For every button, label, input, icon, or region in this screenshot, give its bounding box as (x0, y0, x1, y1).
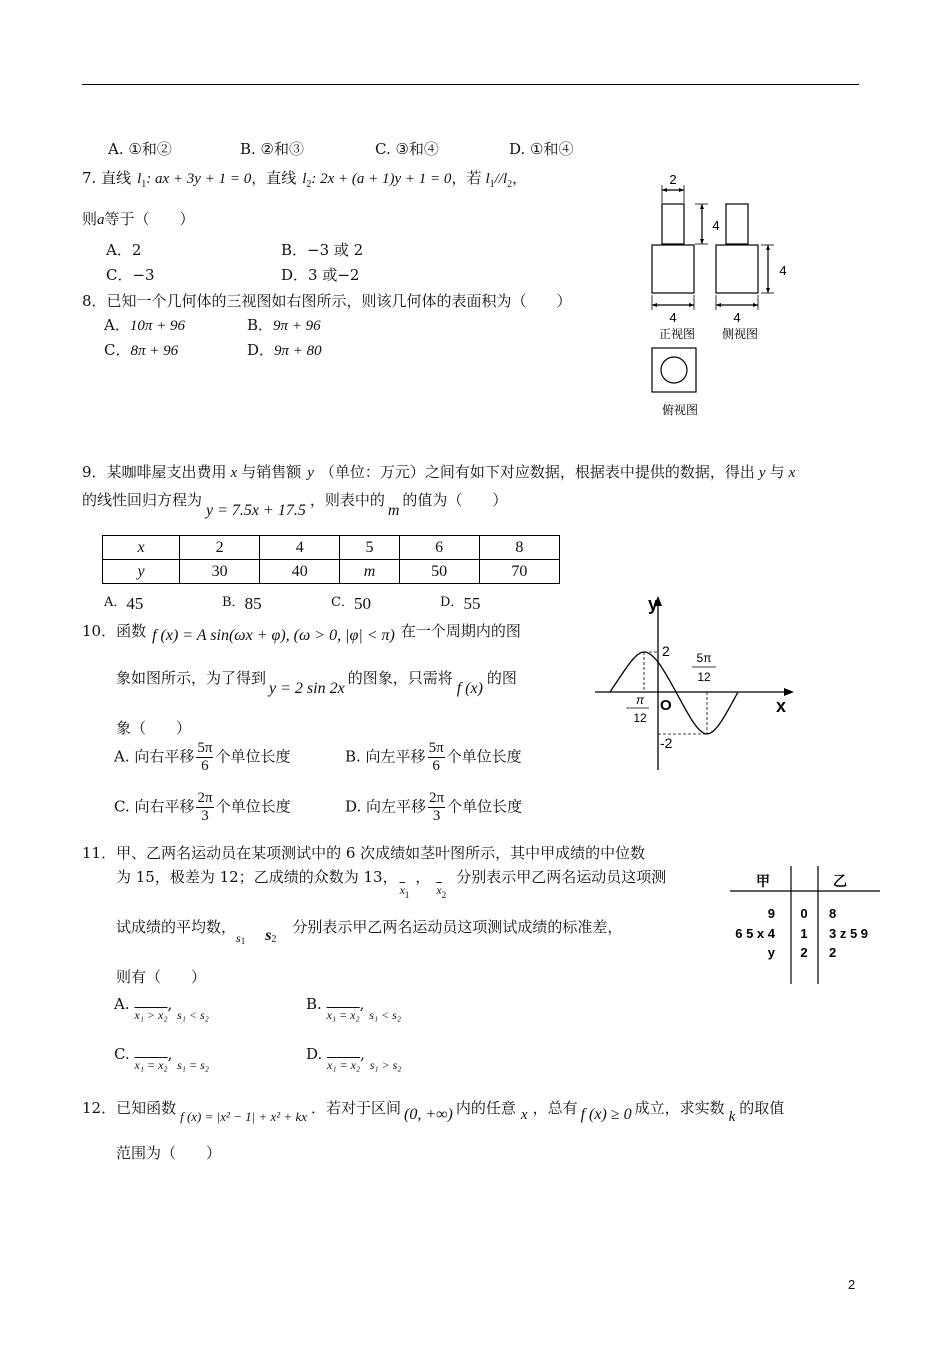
side-view-upper (726, 204, 748, 244)
table-cell: 6 (399, 536, 479, 560)
dim-height-side: 4 (779, 263, 787, 278)
top-view-label: 俯视图 (661, 403, 699, 417)
q8-option-b: B．9π + 96 (247, 316, 321, 334)
page-number: 2 (848, 1277, 856, 1292)
q7-option-d: D．3 或−2 (281, 266, 360, 284)
tick2-den: 12 (697, 670, 711, 684)
stem-row-left: 9 (767, 906, 775, 921)
q11-option-a: A. $_{x_1 > x_2}$, $_{s_1 < s_2}$ (114, 995, 209, 1022)
sine-curve (610, 652, 738, 734)
table-row (103, 560, 560, 584)
q9-line1: 9．某咖啡屋支出费用 x 与销售额 y （单位：万元）之间有如下对应数据，根据表中提供的数据，得出 y 与 x (82, 463, 796, 481)
dim-base-side: 4 (733, 310, 741, 325)
table-cell: 2 (180, 536, 260, 560)
stem-row-left: y (767, 945, 775, 960)
q11-line4: 则有（ ） (116, 968, 207, 986)
q11-line3: 试成绩的平均数，$_{s1}$ $s_2$分别表示甲乙两名运动员这项测试成绩的标准差， (116, 918, 623, 946)
stem-head-left: 甲 (756, 873, 770, 889)
q7-option-b: B．−3 或 2 (281, 241, 364, 259)
stem-leaf-plot (725, 866, 885, 986)
table-row (103, 536, 560, 560)
q7-line1: 7. 直线 $l_1$: ax + 3y + 1 = 0，直线 $l_2$: 2x + (a + 1)y + 1 = 0，若 $l_1//l_2$， (82, 169, 528, 190)
tick1-sign: - (626, 700, 630, 714)
table-cell: 8 (479, 536, 559, 560)
three-view-figure (630, 170, 805, 425)
max-label: 2 (662, 643, 670, 659)
top-view-square (652, 348, 696, 392)
table-cell: 50 (399, 560, 479, 584)
dim-height-top: 4 (712, 218, 720, 233)
tick1-den: 12 (633, 711, 647, 725)
front-view-label: 正视图 (658, 327, 696, 341)
table-cell: 40 (260, 560, 340, 584)
q7-option-a: A．2 (106, 241, 142, 259)
q9-line2: 的线性回归方程为y = 7.5x + 17.5，则表中的m的值为（ ） (82, 491, 508, 519)
q9-option-a: A．45 (104, 594, 144, 613)
x-axis-arrow (784, 688, 794, 696)
q7-option-c: C．−3 (106, 266, 155, 284)
dim-top-width: 2 (669, 172, 677, 187)
q10-option-d: D. 向左平移 $\frac{2\pi}{3}$ 个单位长度 (345, 790, 523, 824)
q6-option-d: D. ①和④ (509, 140, 574, 158)
q11-option-d: D. $_{x_1 = x_2}$, $_{s_1 > s_2}$ (306, 1045, 402, 1072)
min-label: -2 (660, 735, 673, 751)
q11-option-b: B. $_{x_1 = x_2}$, $_{s_1 < s_2}$ (306, 995, 401, 1022)
top-view-circle (661, 357, 687, 383)
table-cell: 5 (340, 536, 399, 560)
stem-row-right: 3 z 5 9 (829, 926, 869, 941)
side-view-label: 侧视图 (721, 327, 759, 341)
q6-option-a: A. ①和② (108, 140, 172, 158)
stem-head-right: 乙 (833, 873, 847, 889)
stem-row-right: 2 (829, 945, 837, 960)
tick1-num: π (635, 693, 645, 707)
y-axis-label: y (648, 594, 659, 614)
q12-line1: 12．已知函数 f (x) = |x² − 1| + x² + kx ．若对于区间 (0, +∞) 内的任意 x ，总有 f (x) ≥ 0 成立，求实数 k 的取值 (82, 1099, 785, 1125)
table-cell: 4 (260, 536, 340, 560)
q7-line2: 则a等于（ ） (82, 210, 195, 228)
q9-data-table (102, 535, 560, 584)
q9-option-b: B．85 (222, 594, 262, 613)
q8-option-c: C．8π + 96 (104, 341, 179, 359)
q12-line2: 范围为（ ） (116, 1144, 222, 1162)
x-axis-label: x (776, 696, 787, 716)
table-cell: m (340, 560, 399, 584)
table-cell: y (103, 560, 180, 584)
q10-line2: 象如图所示，为了得到y = 2 sin 2x的图象，只需将f (x)的图 (116, 669, 517, 697)
q11-line2: 为 15，极差为 12；乙成绩的众数为 13，$_{\overline{x}1}$，$_{\overline{x}2}$分别表示甲乙两名运动员这项测 (116, 868, 667, 900)
header-rule (82, 84, 859, 85)
dim-base-front: 4 (669, 310, 677, 325)
q10-line1: 10．函数 f (x) = A sin(ωx + φ), (ω > 0, |φ| < π) 在一个周期内的图 (82, 622, 521, 644)
q9-option-c: C．50 (331, 594, 371, 613)
table-cell: 30 (180, 560, 260, 584)
q8-text: 8．已知一个几何体的三视图如右图所示，则该几何体的表面积为（ ） (82, 292, 572, 310)
stem-row-right: 8 (829, 906, 837, 921)
stem-row-left: 6 5 x 4 (735, 926, 775, 941)
side-view-lower (716, 245, 758, 293)
q9-option-d: D．55 (440, 594, 481, 613)
q6-option-c: C. ③和④ (375, 140, 439, 158)
table-cell: x (103, 536, 180, 560)
q11-line1: 11．甲、乙两名运动员在某项测试中的 6 次成绩如茎叶图所示，其中甲成绩的中位数 (82, 844, 646, 862)
q8-option-a: A．10π + 96 (104, 316, 185, 334)
q10-line3: 象（ ） (116, 719, 192, 737)
front-view-upper (662, 204, 684, 244)
sine-graph (590, 590, 800, 775)
tick2-num: 5π (696, 651, 712, 665)
q10-option-a: A. 向右平移 $\frac{5\pi}{6}$ 个单位长度 (114, 740, 291, 774)
front-view-lower (652, 245, 694, 293)
stem-row-stem: 1 (800, 926, 808, 941)
q8-option-d: D．9π + 80 (247, 341, 322, 359)
table-cell: 70 (479, 560, 559, 584)
q6-option-b: B. ②和③ (240, 140, 305, 158)
origin-label: O (660, 697, 672, 714)
q10-option-c: C. 向右平移 $\frac{2\pi}{3}$ 个单位长度 (114, 790, 291, 824)
q11-option-c: C. $_{x_1 = x_2}$, $_{s_1 = s_2}$ (114, 1045, 209, 1072)
stem-row-stem: 2 (800, 945, 808, 960)
q10-option-b: B. 向左平移 $\frac{5\pi}{6}$ 个单位长度 (345, 740, 522, 774)
stem-row-stem: 0 (800, 906, 808, 921)
